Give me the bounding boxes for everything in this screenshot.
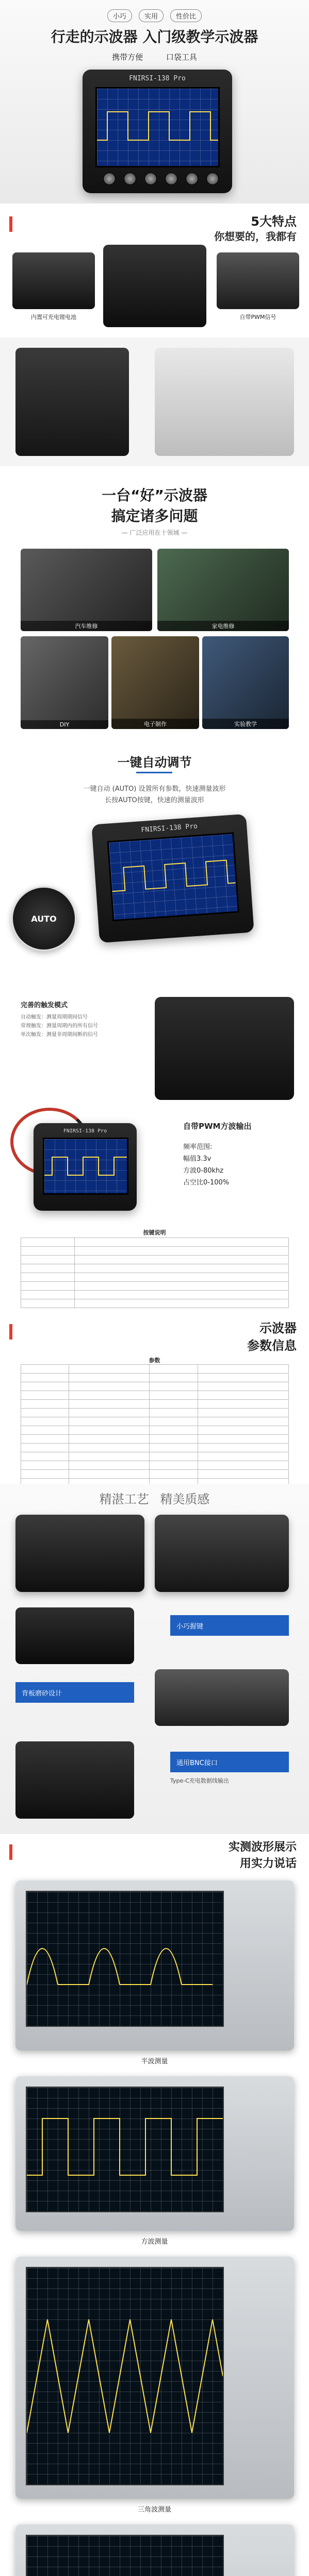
hero-title: 行走的示波器 入门级教学示波器: [51, 28, 258, 45]
bench-scope: [15, 2524, 294, 2576]
backplate-photo: [155, 1669, 289, 1726]
feature-device-photo: [103, 245, 206, 327]
params-title1: 示波器: [259, 1321, 297, 1335]
measure-caption: 三角波测量: [137, 2506, 171, 2514]
pwm-line: 方波0-80khz: [183, 1167, 224, 1175]
device-brand: FNIRSI-138 Pro: [63, 1128, 107, 1134]
hero-device: [83, 70, 232, 193]
pwm-photo: [217, 252, 299, 309]
trigger-section: [0, 989, 309, 1226]
features-heading2: 你想要的，我都有: [214, 230, 297, 243]
device-brand: FNIRSI-138 Pro: [129, 75, 186, 82]
device-screen: [107, 833, 239, 922]
application-tile: 家电维修: [157, 549, 289, 631]
device-button: [103, 173, 116, 185]
accessory-photo: [15, 348, 129, 456]
trigger-item: 自动触发：测量周期期间信号: [21, 1014, 88, 1020]
bench-scope: [15, 1880, 294, 2050]
auto-device: [91, 814, 254, 943]
feature-caption: 内置可充电锂电池: [31, 314, 76, 320]
hero-pill: 实用: [139, 9, 164, 22]
hero-tag: 口袋工具: [166, 53, 197, 62]
trigger-title: 完善的触发模式: [21, 1002, 68, 1009]
trigger-item: 常规触发：测量周期内的所有信号: [21, 1023, 98, 1029]
trigger-item: 单次触发：测量非周期间断的信号: [21, 1032, 98, 1038]
battery-photo: [12, 252, 95, 309]
auto-key-zoom: [11, 886, 76, 951]
quality-title2: 精美质感: [160, 1492, 210, 1506]
keys-table-title: 按键说明: [143, 1229, 166, 1236]
device-button: [165, 173, 177, 185]
applications-section: [0, 466, 309, 742]
measure-caption: 半波测量: [141, 2058, 168, 2065]
measure-caption: 方波测量: [141, 2238, 168, 2246]
features-heading1: 5大特点: [251, 214, 297, 229]
quality-label: 通用BNC接口: [170, 1752, 289, 1772]
auto-section: [0, 742, 309, 989]
auto-divider: [136, 772, 172, 773]
pwm-line: 幅值3.3v: [183, 1155, 212, 1163]
measure-accent: [9, 1844, 12, 1860]
pwm-line: 频率范围:: [183, 1143, 213, 1151]
hero-pill: 小巧: [107, 9, 132, 22]
params-title2: 参数信息: [247, 1338, 297, 1353]
bench-scope: [15, 2257, 294, 2499]
keys-table-section: [0, 1226, 309, 1314]
auto-key-label: AUTO: [31, 913, 57, 924]
auto-title: 一键自动调节: [117, 755, 192, 770]
bnc-photo: [15, 1741, 134, 1819]
accessories-section: [0, 337, 309, 466]
device-brand: FNIRSI-138 Pro: [141, 822, 198, 835]
device-screen: [95, 87, 220, 167]
device-button: [144, 173, 157, 185]
quality-section: [0, 1484, 309, 1834]
feature-accent: [9, 216, 12, 232]
quality-device-photo: [155, 1515, 289, 1592]
hero-pills: [0, 9, 309, 22]
device-button: [206, 173, 219, 185]
grip-photo: [15, 1607, 134, 1664]
params-table-title: 参数: [149, 1357, 160, 1364]
params-table: [21, 1364, 289, 1484]
hero-pill: 性价比: [170, 9, 202, 22]
params-table-section: [0, 1355, 309, 1484]
quality-title: [0, 1489, 309, 1507]
applications-title1: 一台“好”示波器: [102, 487, 207, 504]
hero-section: [0, 0, 309, 204]
measure-section: [0, 1834, 309, 2576]
feature-caption: 自带PWM信号: [239, 314, 277, 320]
pwm-title: 自带PWM方波输出: [183, 1122, 252, 1131]
quality-label: 小巧握键: [170, 1615, 289, 1636]
quality-label: 背板磨砂设计: [15, 1682, 134, 1703]
bnc-subtitle: Type-C充电数据线输出: [170, 1777, 229, 1784]
params-accent: [9, 1324, 12, 1340]
measure-title2: 用实力说话: [239, 1857, 297, 1870]
applications-subtitle: — 广泛应用在十领域 —: [121, 529, 188, 536]
quality-device-photo: [15, 1515, 144, 1592]
applications-title2: 搞定诸多问题: [111, 507, 198, 524]
auto-desc2: 长按AUTO按键，快速的测量波形: [105, 796, 204, 804]
accessory-photo: [155, 348, 294, 456]
hero-tags: [0, 52, 309, 62]
quality-title1: 精湛工艺: [99, 1492, 149, 1506]
application-tile: 汽车维修: [21, 549, 152, 631]
keys-table: [21, 1238, 289, 1308]
pwm-device: [34, 1123, 137, 1211]
hero-tag: 携带方便: [112, 53, 143, 62]
application-tile: DIY: [21, 636, 108, 729]
features-section: [0, 204, 309, 337]
pwm-line: 占空比0-100%: [183, 1179, 230, 1187]
application-tile: 电子制作: [111, 636, 199, 729]
application-tile: 实验教学: [202, 636, 289, 729]
auto-desc1: 一键自动 (AUTO) 设置所有参数，快速测量波形: [83, 785, 226, 793]
bench-scope: [15, 2076, 294, 2231]
measure-title1: 实测波形展示: [228, 1841, 297, 1854]
params-header-section: [0, 1314, 309, 1355]
device-button: [186, 173, 198, 185]
device-screen: [43, 1138, 128, 1195]
device-button: [124, 173, 136, 185]
trigger-device: [155, 997, 294, 1100]
